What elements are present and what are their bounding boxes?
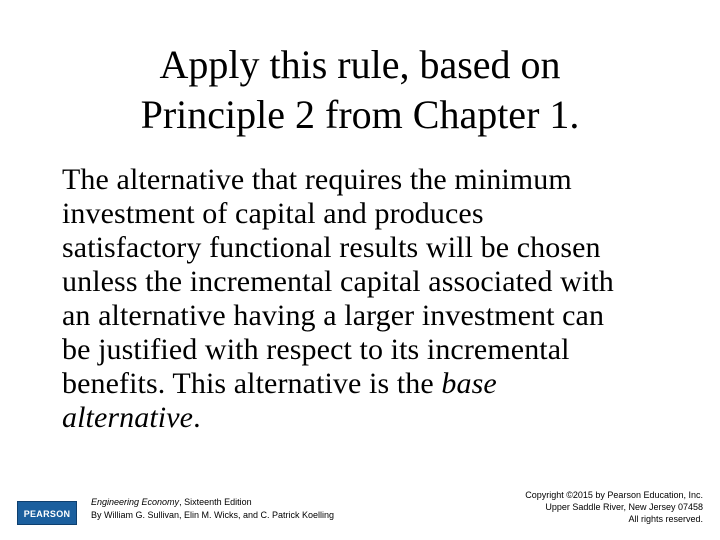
body-line-6: be justified with respect to its incremental xyxy=(62,333,570,366)
book-title: Engineering Economy xyxy=(91,497,180,507)
title-line-2: Principle 2 from Chapter 1. xyxy=(140,92,580,137)
copyright-line-2: Upper Saddle River, New Jersey 07458 xyxy=(545,502,703,512)
book-citation xyxy=(91,496,334,522)
slide-footer xyxy=(0,478,720,540)
copyright-line-3: All rights reserved. xyxy=(628,514,703,524)
copyright-notice xyxy=(525,489,703,525)
body-line-8-period: . xyxy=(193,401,201,434)
book-edition: , Sixteenth Edition xyxy=(179,497,252,507)
body-line-7-text: benefits. This alternative is the xyxy=(62,367,442,400)
body-line-7 xyxy=(62,367,702,401)
book-title-line xyxy=(91,496,334,509)
copyright-line-1: Copyright ©2015 by Pearson Education, Inc. xyxy=(525,490,703,500)
title-line-1: Apply this rule, based on xyxy=(159,42,561,87)
alternative-term: alternative xyxy=(62,401,194,434)
slide-title xyxy=(0,40,720,140)
body-line-8 xyxy=(62,401,702,435)
book-authors: By William G. Sullivan, Elin M. Wicks, and C. Patrick Koelling xyxy=(91,510,335,520)
pearson-logo-icon xyxy=(17,501,77,525)
body-line-5: an alternative having a larger investment can xyxy=(62,299,605,332)
body-line-2: investment of capital and produces xyxy=(62,197,484,230)
base-term: base xyxy=(441,367,497,400)
body-line-4: unless the incremental capital associated with xyxy=(62,265,614,298)
pearson-logo-text: PEARSON xyxy=(23,509,71,519)
slide-body xyxy=(62,163,702,435)
body-line-1: The alternative that requires the minimum xyxy=(62,163,572,196)
body-line-3: satisfactory functional results will be chosen xyxy=(62,231,601,264)
